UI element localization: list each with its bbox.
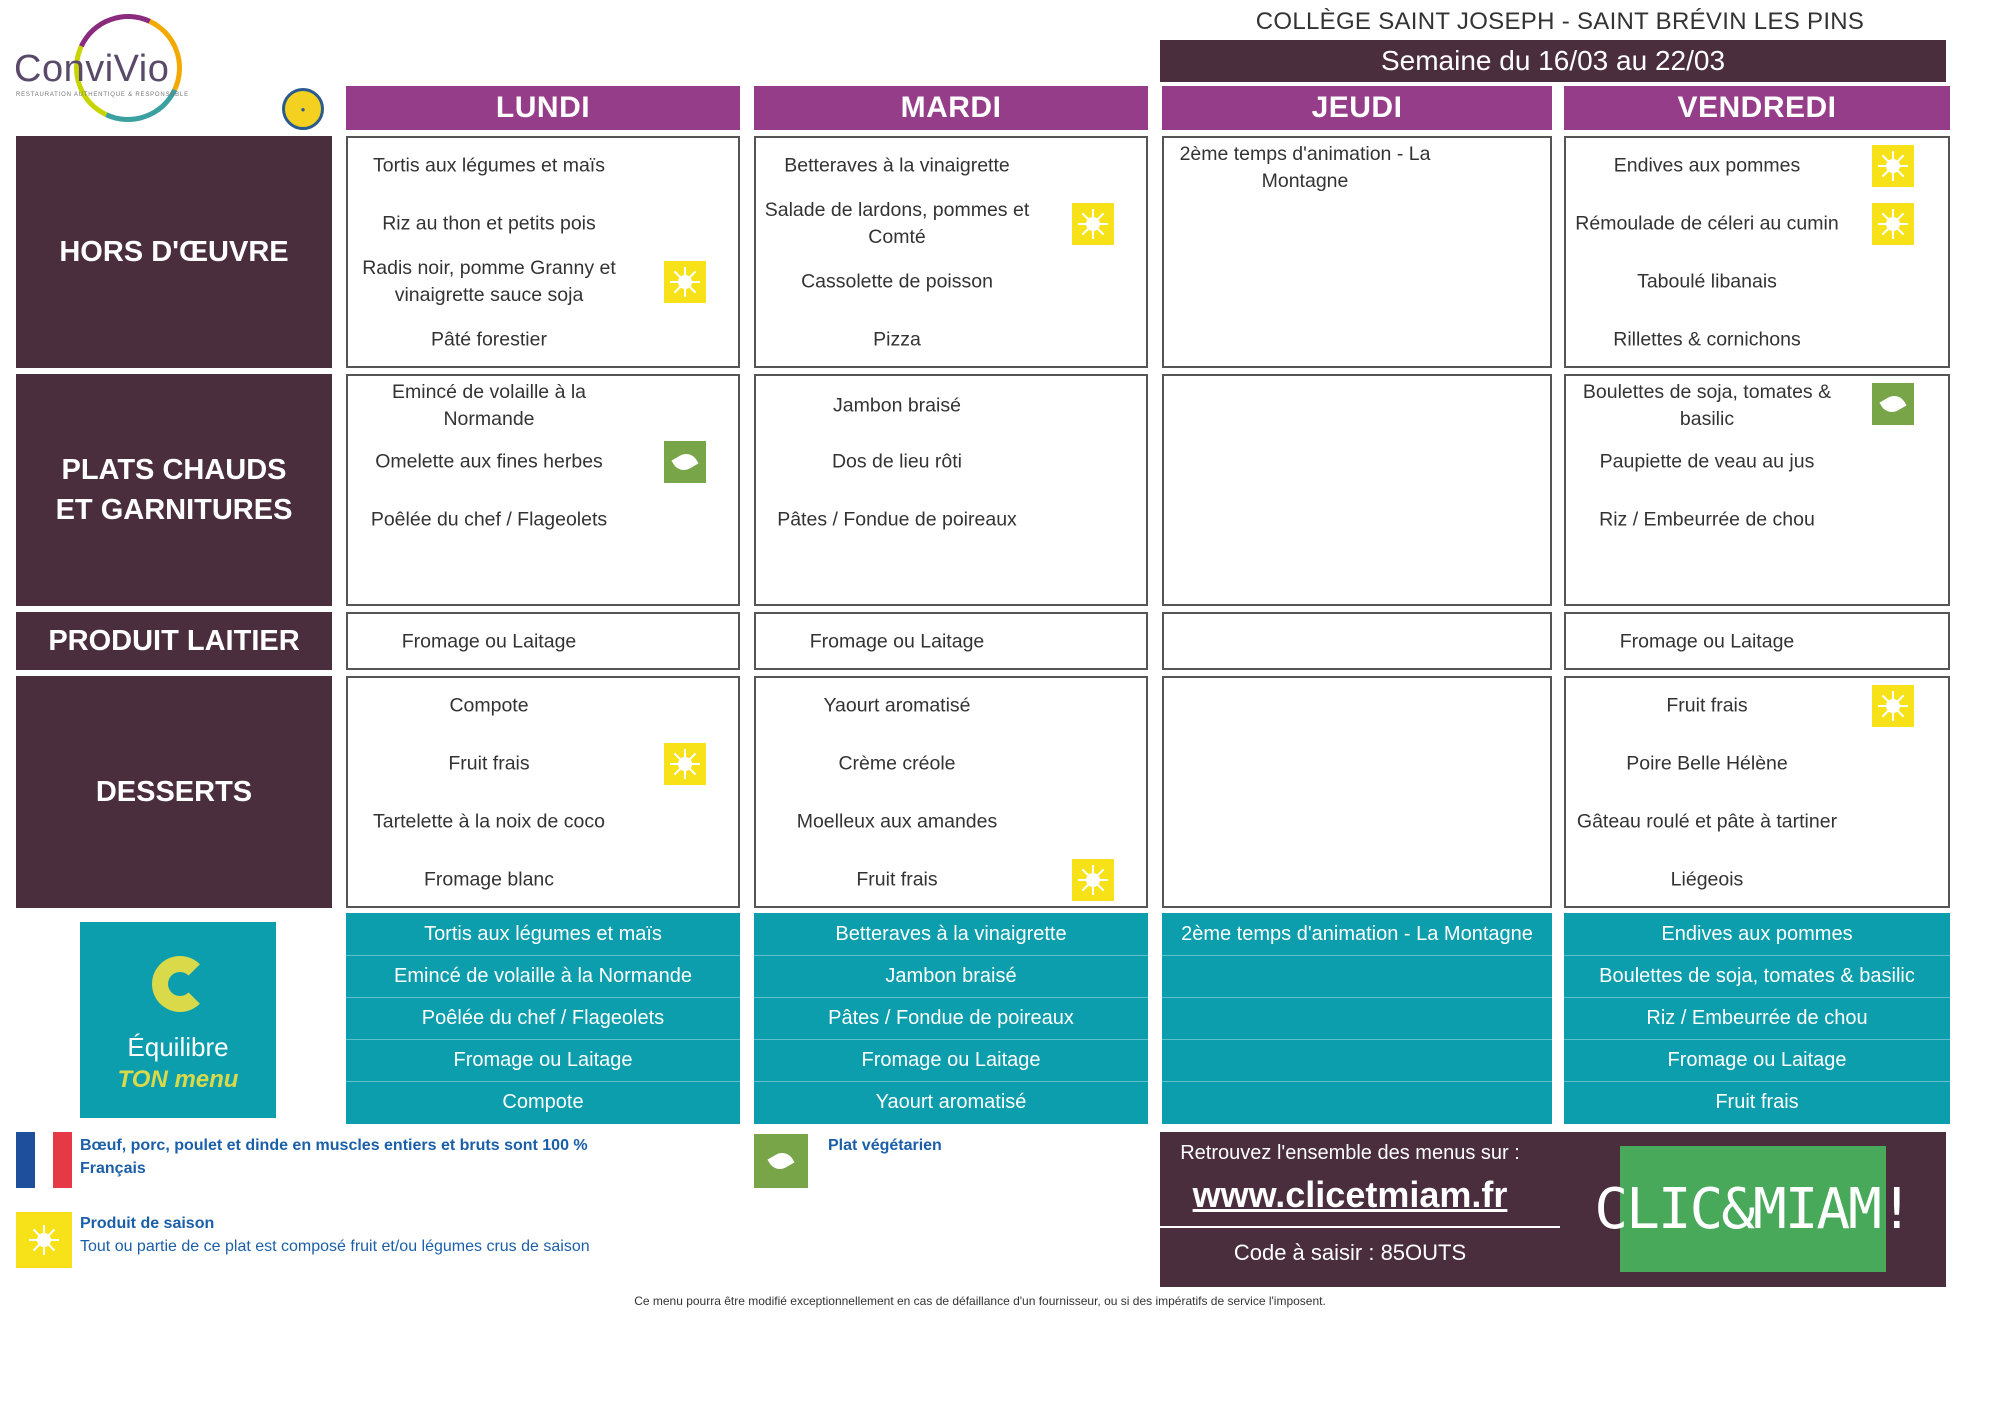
list-item: Tortis aux légumes et maïs <box>373 154 605 177</box>
list-item: Liégeois <box>1670 868 1744 891</box>
list-item <box>1162 955 1552 997</box>
list-item: Fromage ou Laitage <box>1564 1039 1950 1081</box>
list-item: Fromage blanc <box>423 868 555 891</box>
list-item: Yaourt aromatisé <box>754 1081 1148 1123</box>
sun-icon <box>1872 145 1914 187</box>
fork-icon <box>152 956 208 1012</box>
brand-tagline: RESTAURATION AUTHENTIQUE & RESPONSABLE <box>16 92 189 98</box>
list-item: Fruit frais <box>1564 1081 1950 1123</box>
week-banner: Semaine du 16/03 au 22/03 <box>1160 40 1946 82</box>
list-item: Poêlée du chef / Flageolets <box>346 997 740 1039</box>
list-item: Fruit frais <box>1666 694 1748 717</box>
list-item: Compote <box>449 694 529 717</box>
day-header-vendredi: VENDREDI <box>1564 86 1950 130</box>
list-item <box>1162 1039 1552 1081</box>
list-item: 2ème temps d'animation - La Montagne <box>1181 922 1533 945</box>
list-item: Paupiette de veau au jus <box>1599 450 1815 473</box>
list-item: Radis noir, pomme Granny et vinaigrette sauce soja <box>362 257 616 306</box>
list-item: Fromage ou Laitage <box>346 1039 740 1081</box>
category-hors-doeuvre: HORS D'ŒUVRE <box>16 136 332 368</box>
category-plats-chauds: PLATS CHAUDS ET GARNITURES <box>16 374 332 606</box>
list-item: Riz / Embeurrée de chou <box>1564 997 1950 1039</box>
day-header-jeudi: JEUDI <box>1162 86 1552 130</box>
list-item: Pâtes / Fondue de poireaux <box>754 997 1148 1039</box>
list-item: Fromage ou Laitage <box>809 630 985 653</box>
legend-vegetarian: Plat végétarien <box>828 1137 942 1154</box>
equilibre-label: Équilibre <box>127 1032 229 1062</box>
list-item: Boulettes de soja, tomates & basilic <box>1582 381 1832 430</box>
footer-disclaimer: Ce menu pourra être modifié exceptionnellement en cas de défaillance d'un fournisseur, ou si des impératifs de service l'imposent. <box>634 1294 1326 1308</box>
legend-season-text: Tout ou partie de ce plat est composé fruit et/ou légumes crus de saison <box>80 1238 590 1255</box>
list-item: Fromage ou Laitage <box>754 1039 1148 1081</box>
list-item: Poêlée du chef / Flageolets <box>370 508 608 531</box>
clicetmiam-panel <box>1160 1132 1946 1287</box>
list-item: Betteraves à la vinaigrette <box>784 154 1010 177</box>
category-produit-laitier: PRODUIT LAITIER <box>16 612 332 670</box>
list-item: Emincé de volaille à la Normande <box>346 955 740 997</box>
sun-icon <box>1872 203 1914 245</box>
sun-icon <box>1072 203 1114 245</box>
cell-vendredi-desserts <box>1564 676 1950 908</box>
list-item: Jambon braisé <box>833 394 961 417</box>
cell-vendredi-laitier <box>1564 612 1950 670</box>
list-item: Endives aux pommes <box>1613 154 1801 177</box>
equilibre-vendredi <box>1564 913 1950 1124</box>
equilibre-lundi <box>346 913 740 1124</box>
cell-vendredi-hors <box>1564 136 1950 368</box>
sun-icon <box>1072 859 1114 901</box>
cell-mardi-plats <box>754 374 1148 606</box>
list-item: Riz au thon et petits pois <box>382 212 596 235</box>
school-name: COLLÈGE SAINT JOSEPH - SAINT BRÉVIN LES PINS <box>1255 8 1865 35</box>
list-item: Dos de lieu rôti <box>831 450 963 473</box>
equilibre-mardi <box>754 913 1148 1124</box>
list-item: Pâté forestier <box>431 328 547 351</box>
list-item <box>1162 997 1552 1039</box>
list-item: Tortis aux légumes et maïs <box>424 922 662 945</box>
list-item: Pâtes / Fondue de poireaux <box>777 508 1017 531</box>
list-item: Betteraves à la vinaigrette <box>835 922 1067 945</box>
cell-mardi-laitier <box>754 612 1148 670</box>
list-item: Salade de lardons, pommes et Comté <box>764 199 1030 248</box>
list-item: Moelleux aux amandes <box>796 810 998 833</box>
day-header-mardi: MARDI <box>754 86 1148 130</box>
cell-vendredi-plats <box>1564 374 1950 606</box>
list-item: Riz / Embeurrée de chou <box>1599 508 1815 531</box>
list-item: Rémoulade de céleri au cumin <box>1575 212 1839 235</box>
category-desserts: DESSERTS <box>16 676 332 908</box>
sun-icon <box>1872 685 1914 727</box>
list-item: Rillettes & cornichons <box>1613 328 1801 351</box>
equilibre-jeudi <box>1162 913 1552 1124</box>
cell-jeudi-plats <box>1162 374 1552 606</box>
list-item: Crème créole <box>838 752 956 775</box>
cell-lundi-plats <box>346 374 740 606</box>
cell-jeudi-hors <box>1162 136 1552 368</box>
leaf-icon <box>1872 383 1914 425</box>
divider <box>1160 1226 1560 1228</box>
list-item: Yaourt aromatisé <box>823 694 971 717</box>
legend-season-title: Produit de saison <box>80 1215 215 1232</box>
sun-icon <box>664 743 706 785</box>
list-item: Pizza <box>873 328 921 351</box>
list-item: 2ème temps d'animation - La Montagne <box>1179 143 1431 192</box>
list-item: Cassolette de poisson <box>801 270 993 293</box>
list-item: Endives aux pommes <box>1661 922 1853 945</box>
leaf-icon <box>664 441 706 483</box>
clic-url-link[interactable]: www.clicetmiam.fr <box>1192 1174 1508 1215</box>
list-item: Fromage ou Laitage <box>401 630 577 653</box>
french-flag-icon <box>16 1132 72 1188</box>
list-item: Emincé de volaille à la Normande <box>391 381 587 430</box>
cell-lundi-hors <box>346 136 740 368</box>
list-item: Boulettes de soja, tomates & basilic <box>1564 955 1950 997</box>
cell-jeudi-desserts <box>1162 676 1552 908</box>
sun-icon <box>16 1212 72 1268</box>
legend-origin: Bœuf, porc, poulet et dinde en muscles entiers et bruts sont 100 % Français <box>80 1137 588 1177</box>
list-item: Fromage ou Laitage <box>1619 630 1795 653</box>
sun-icon <box>664 261 706 303</box>
list-item: Taboulé libanais <box>1637 270 1777 293</box>
list-item: Poire Belle Hélène <box>1626 752 1788 775</box>
cell-lundi-desserts <box>346 676 740 908</box>
clicetmiam-logo: CLIC&MIAM! <box>1620 1146 1886 1272</box>
leaf-icon <box>754 1134 808 1188</box>
list-item: Compote <box>346 1081 740 1123</box>
clic-code: Code à saisir : 85OUTS <box>1233 1240 1467 1265</box>
convivio-logo <box>14 14 194 124</box>
ton-menu-label: TON menu <box>117 1066 239 1093</box>
list-item: Fruit frais <box>448 752 530 775</box>
day-header-lundi: LUNDI <box>346 86 740 130</box>
cell-lundi-laitier <box>346 612 740 670</box>
list-item: Jambon braisé <box>754 955 1148 997</box>
clic-intro: Retrouvez l'ensemble des menus sur : <box>1180 1142 1520 1164</box>
list-item <box>1162 1081 1552 1123</box>
cell-mardi-desserts <box>754 676 1148 908</box>
list-item: Tartelette à la noix de coco <box>373 810 605 833</box>
cell-jeudi-laitier <box>1162 612 1552 670</box>
brand-name: ConviVio <box>14 48 170 90</box>
network-badge-icon: ● <box>282 88 324 130</box>
cell-mardi-hors <box>754 136 1148 368</box>
list-item: Fruit frais <box>856 868 938 891</box>
list-item: Omelette aux fines herbes <box>375 450 603 473</box>
list-item: Gâteau roulé et pâte à tartiner <box>1576 810 1838 833</box>
equilibre-logo <box>80 922 276 1118</box>
